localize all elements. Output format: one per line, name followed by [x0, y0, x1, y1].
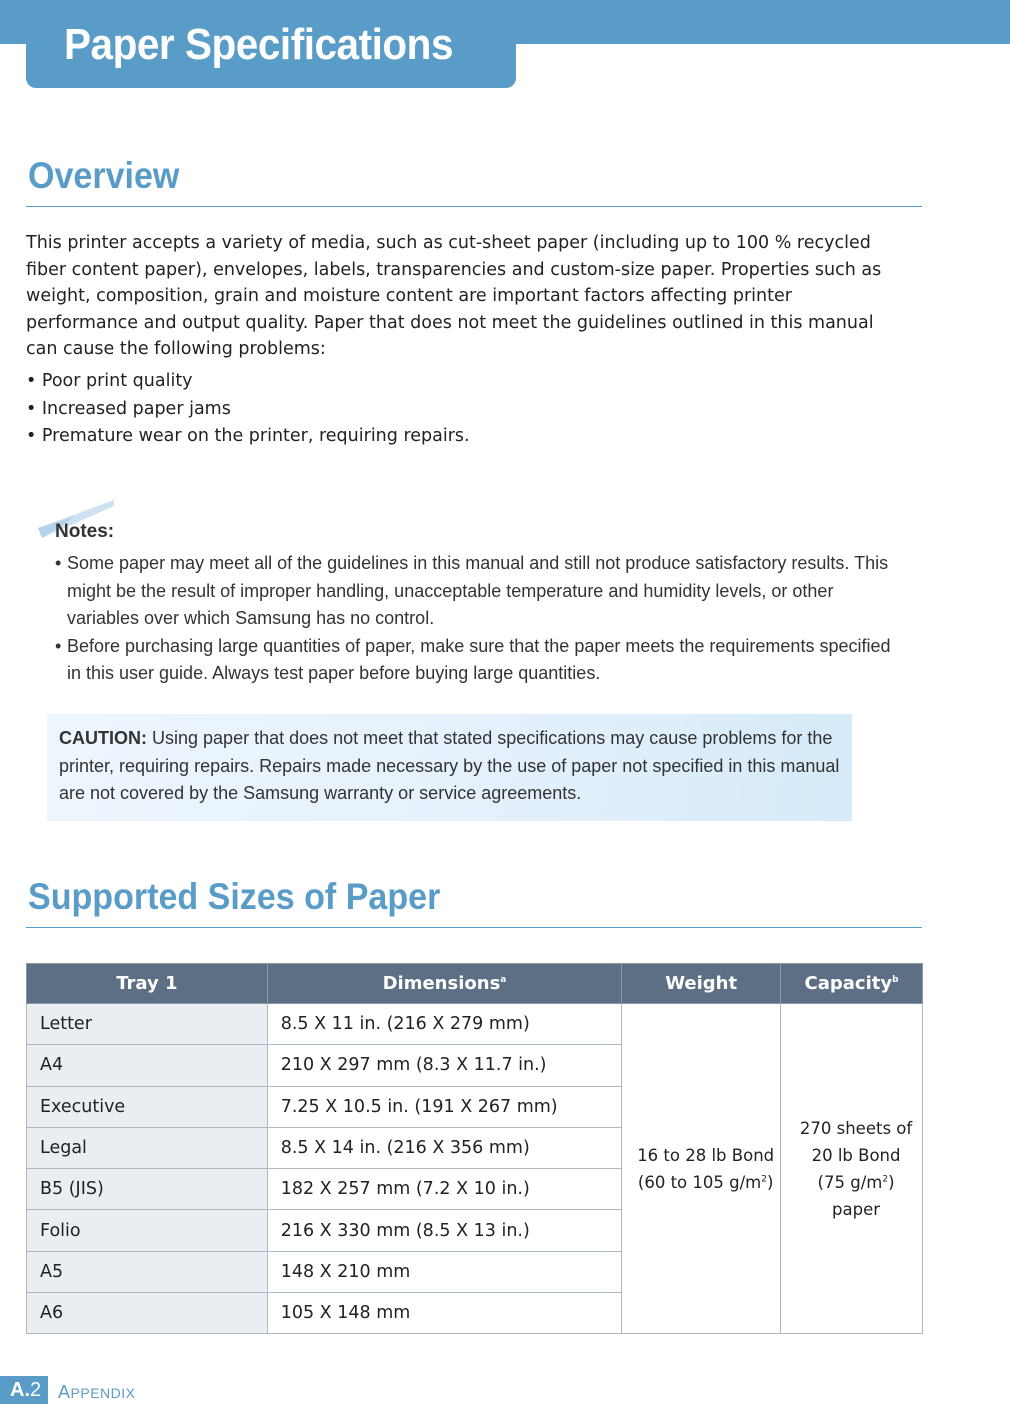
- paper-dimensions: 7.25 X 10.5 in. (191 X 267 mm): [267, 1086, 622, 1127]
- page-title: Paper Specifications: [64, 20, 454, 69]
- column-header-dimensions: Dimensions$^a$: [267, 964, 622, 1004]
- column-header-tray: Tray 1: [27, 964, 268, 1004]
- overview-divider: [26, 206, 922, 207]
- paper-name: Folio: [27, 1210, 268, 1251]
- footnote-marker: a: [500, 975, 507, 985]
- overview-heading: Overview: [28, 155, 180, 196]
- paper-dimensions: 210 X 297 mm (8.3 X 11.7 in.): [267, 1045, 622, 1086]
- note-text: Some paper may meet all of the guidelines in this manual and still not produce satisfactory results. This might be the result of improper handling, unacceptable temperature and humidity levels, or other variables over which Samsung has no control.: [67, 553, 889, 628]
- paper-name: Letter: [27, 1004, 268, 1045]
- paper-dimensions: 148 X 210 mm: [267, 1251, 622, 1292]
- overview-paragraph: This printer accepts a variety of media, such as cut-sheet paper (including up to 100 % recycled fiber content paper), envelopes, labels, transparencies and custom-size paper. Properties such as weight, composition, grain and moisture content are important factors affecting printer performance and output quality. Paper that does not meet the guidelines outlined in this manual can cause the following problems:: [26, 233, 882, 359]
- caution-text: Using paper that does not meet that stated specifications may cause problems for the printer, requiring repairs. Repairs made necessary by the use of paper not specified in this manual are not covered by the Samsung warranty or service agreements.: [59, 728, 840, 803]
- list-item: • Premature wear on the printer, requiring repairs.: [26, 426, 470, 446]
- column-header-weight: Weight: [622, 964, 781, 1004]
- list-item: • Increased paper jams: [26, 398, 231, 419]
- note-item: [55, 550, 905, 633]
- paper-name: A6: [27, 1293, 268, 1334]
- paper-dimensions: 216 X 330 mm (8.5 X 13 in.): [267, 1210, 622, 1251]
- list-item: • Poor print quality: [26, 371, 193, 391]
- weight-cell: 16 to 28 lb Bond (60 to 105 $g/m^2$): [622, 1004, 781, 1334]
- section-label: APPENDIX: [58, 1382, 136, 1402]
- bullet-dot: •: [55, 553, 62, 573]
- paper-dimensions: 8.5 X 11 in. (216 X 279 mm): [267, 1004, 622, 1045]
- paper-dimensions: 8.5 X 14 in. (216 X 356 mm): [267, 1127, 622, 1168]
- sizes-divider: [26, 927, 922, 928]
- paper-name: A4: [27, 1045, 268, 1086]
- paper-name: Executive: [27, 1086, 268, 1127]
- paper-dimensions: 182 X 257 mm (7.2 X 10 in.): [267, 1169, 622, 1210]
- notes-title: Notes:: [55, 521, 115, 542]
- note-item: [55, 633, 905, 688]
- note-text: Before purchasing large quantities of paper, make sure that the paper meets the requirements specified in this user guide. Always test paper before buying large quantities.: [67, 635, 891, 683]
- table-header-row: [27, 964, 923, 1004]
- caution-box: [47, 714, 852, 821]
- paper-sizes-table: [26, 963, 923, 1334]
- problem-list: [26, 368, 470, 451]
- paper-dimensions: 105 X 148 mm: [267, 1293, 622, 1334]
- paper-name: B5 (JIS): [27, 1169, 268, 1210]
- table-row: [27, 1004, 923, 1045]
- paper-name: Legal: [27, 1127, 268, 1168]
- capacity-cell: 270 sheets of 20 lb Bond (75 $g/m^2$) paper: [781, 1004, 923, 1334]
- bullet-dot: •: [55, 635, 62, 656]
- paper-name: A5: [27, 1251, 268, 1292]
- page-number-badge: A.2: [0, 1376, 48, 1404]
- column-header-capacity: Capacity$^b$: [781, 964, 923, 1004]
- sizes-heading: Supported Sizes of Paper: [28, 876, 441, 917]
- notes-list: [55, 550, 905, 688]
- caution-label: CAUTION:: [59, 728, 147, 748]
- footnote-marker: b: [892, 975, 899, 985]
